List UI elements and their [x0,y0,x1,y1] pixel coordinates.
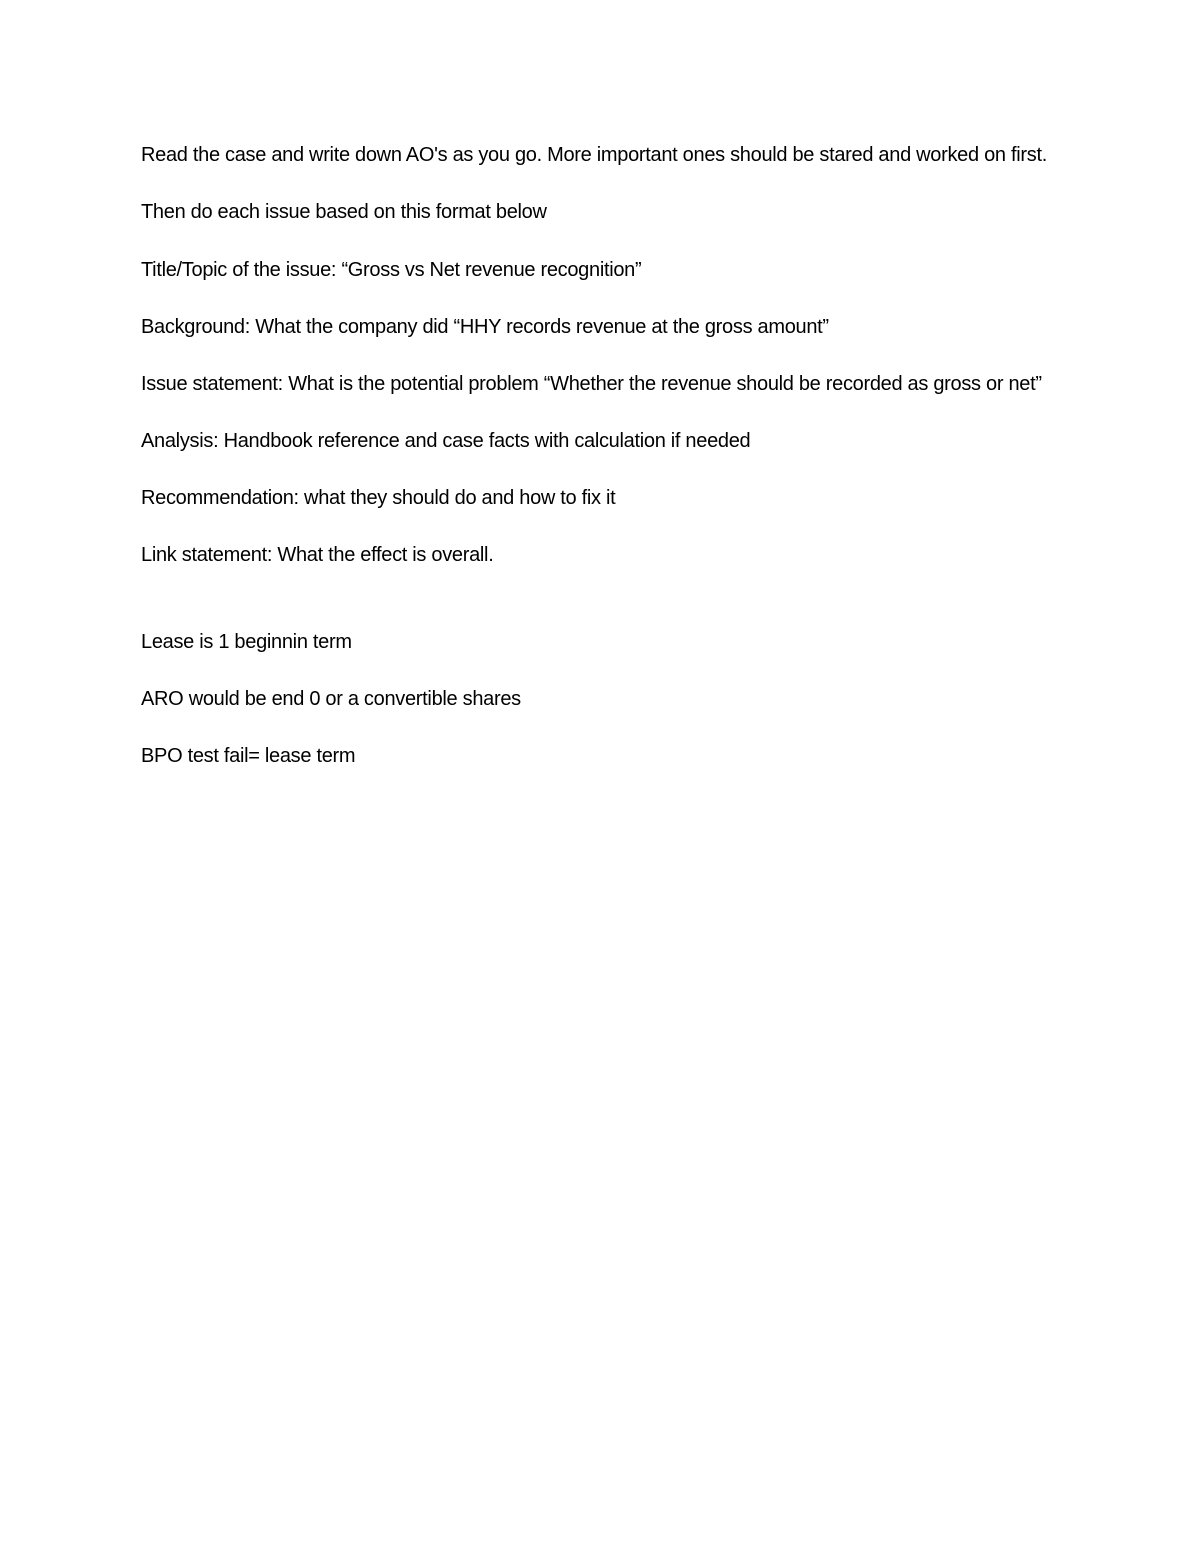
lease-note-line: Lease is 1 beginnin term [141,631,352,653]
background-line: Background: What the company did “HHY records revenue at the gross amount” [141,316,829,338]
instruction-paragraph: Read the case and write down AO's as you go. More important ones should be stared and worked on first. [141,144,1047,166]
document-body [141,141,1051,799]
aro-note-line: ARO would be end 0 or a convertible shares [141,688,521,710]
bpo-note-line: BPO test fail= lease term [141,745,356,767]
title-topic-line: Title/Topic of the issue: “Gross vs Net revenue recognition” [141,259,642,281]
recommendation-line: Recommendation: what they should do and how to fix it [141,487,616,509]
format-intro-paragraph: Then do each issue based on this format below [141,201,547,223]
link-statement-line: Link statement: What the effect is overall. [141,544,494,566]
issue-statement-line: Issue statement: What is the potential problem “Whether the revenue should be recorded as gross or net” [141,373,1042,395]
analysis-line: Analysis: Handbook reference and case facts with calculation if needed [141,430,751,452]
